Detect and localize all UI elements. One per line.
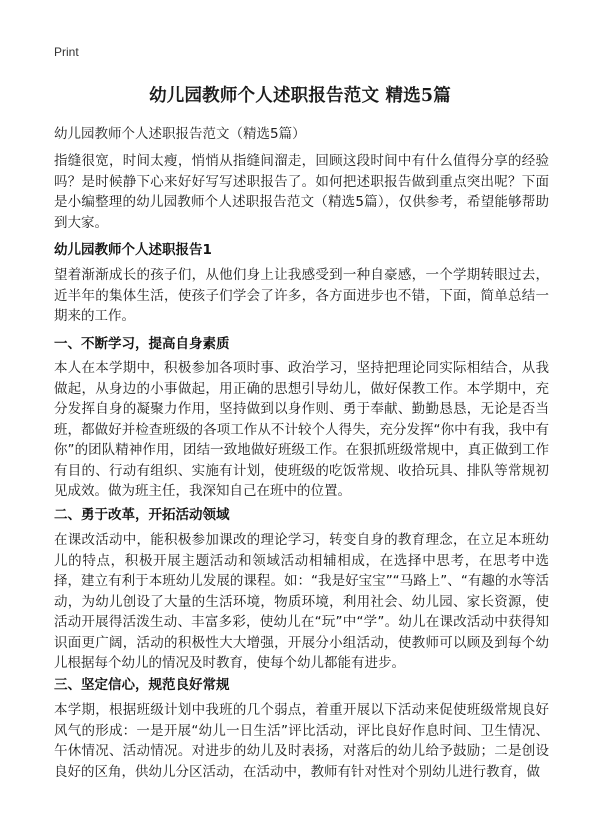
- report-heading: 幼儿园教师个人述职报告1: [54, 242, 212, 258]
- page-title: 幼儿园教师个人述职报告范文 精选5篇: [149, 86, 451, 106]
- section-3-body: 本学期，根据班级计划中我班的几个弱点，着重开展以下活动来促使班级常规良好风气的形成：一是开展“幼儿一日生活”评比活动，评比良好作息时间、卫生情况、午休情况、活动情况。对进步的幼儿及时表扬，对落后的幼儿给予鼓励；二是创设良好的区角，供幼儿分区活动，在活动中，教师有针对性对个别幼儿进行教育，做: [54, 702, 549, 780]
- section-2-body: 在课改活动中，能积极参加课改的理论学习，转变自身的教育理念，在立足本班幼儿的特点，积极开展主题活动和领域活动相辅相成，在选择中思考，在思考中选择，建立有利于本班幼儿发展的课程。如：“我是好宝宝”“马路上”、“有趣的水等活动，为幼儿创设了大量的生活环境，物质环境，利用社会、幼儿园、家长资源，使活动开展得活泼生动、丰富多彩，使幼儿在“玩”中“学”。幼儿在课改活动中获得知识面更广阔，活动的积极性大大增强，开展分小组活动，使教师可以顾及到每个幼儿根据每个幼儿的情况及时教育，使每个幼儿都能有进步。: [54, 532, 549, 671]
- section-1-heading: 一、不断学习，提高自身素质: [54, 336, 230, 352]
- report-intro-paragraph: 望着渐渐成长的孩子们，从他们身上让我感受到一种自豪感，一个学期转眼过去，近半年的集体生活，使孩子们学会了许多，各方面进步也不错，下面，简单总结一期来的工作。: [54, 267, 549, 324]
- section-1-body: 本人在本学期中，积极参加各项时事、政治学习，坚持把理论同实际相结合，从我做起，从身边的小事做起，用正确的思想引导幼儿，做好保教工作。本学期中，充分发挥自身的凝聚力作用，坚持做到以身作则、勇于奉献、勤勤恳恳，无论是否当班，都做好并检查班级的各项工作从不计较个人得失，充分发挥“你中有我，我中有你”的团队精神作用，团结一致地做好班级工作。在狠抓班级常规中，真正做到工作有目的、行动有组织、实施有计划，使班级的吃饭常规、收拾玩具、排队等常规初见成效。做为班主任，我深知自己在班中的位置。: [54, 360, 549, 499]
- section-2-heading: 二、勇于改革，开拓活动领域: [54, 507, 230, 523]
- document-subtitle: 幼儿园教师个人述职报告范文（精选5篇）: [54, 126, 306, 142]
- section-3-heading: 三、坚定信心，规范良好常规: [54, 677, 230, 693]
- print-link[interactable]: Print: [54, 45, 79, 59]
- intro-paragraph: 指缝很宽，时间太瘦，悄悄从指缝间溜走，回顾这段时间中有什么值得分享的经验吗？是时候静下心来好好写写述职报告了。如何把述职报告做到重点突出呢？下面是小编整理的幼儿园教师个人述职报告范文（精选5篇），仅供参考，希望能够帮助到大家。: [54, 153, 549, 231]
